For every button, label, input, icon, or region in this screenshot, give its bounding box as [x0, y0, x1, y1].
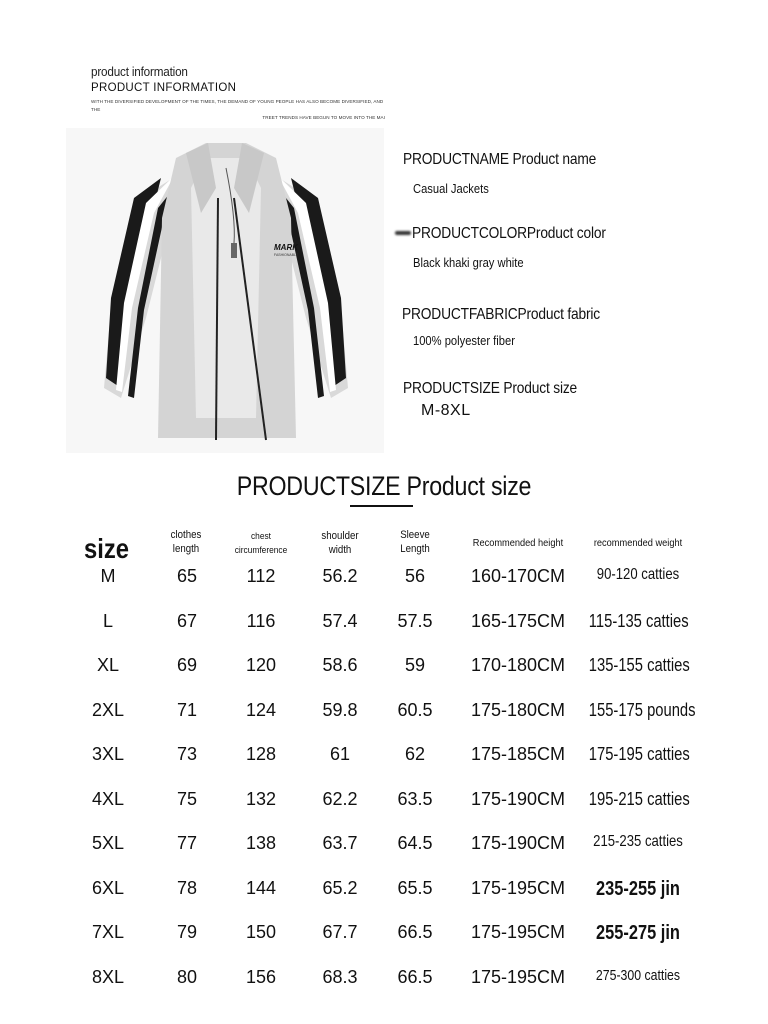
- cell-chest: 138: [245, 833, 277, 853]
- cell-sleeve: 66.5: [397, 922, 433, 942]
- spec-value: Casual Jackets: [413, 181, 489, 196]
- cell-size: 8XL: [91, 966, 125, 987]
- cell-chest: 150: [245, 922, 277, 942]
- header-sleeve-length: Sleeve Length: [400, 529, 430, 555]
- header-description-line2: TREET TRENDS HAVE BEGUN TO MOVE INTO THE MAI: [262, 115, 385, 120]
- product-information-header: [91, 64, 391, 122]
- cell-shoulder: 59.8: [322, 699, 358, 720]
- cell-shoulder: 63.7: [322, 833, 358, 853]
- header-title-big: PRODUCT INFORMATION: [91, 82, 391, 94]
- cell-weight: 175-195 catties: [588, 744, 690, 764]
- cell-shoulder: 67.7: [322, 922, 358, 942]
- cell-clothes-length: 67: [176, 610, 198, 631]
- cell-height: 170-180CM: [470, 655, 566, 675]
- cell-clothes-length: 65: [176, 566, 198, 586]
- spec-title: PRODUCTNAME Product name: [403, 151, 597, 168]
- cell-height: 165-175CM: [470, 610, 566, 631]
- header-shoulder-width: shoulder width: [321, 530, 359, 556]
- cell-size: M: [100, 566, 116, 586]
- cell-height: 175-190CM: [470, 788, 566, 809]
- cell-size: 5XL: [91, 833, 125, 853]
- size-section-title: PRODUCTSIZE Product size: [236, 471, 532, 501]
- cell-weight: 255-275 jin: [596, 922, 680, 944]
- cell-size: XL: [96, 655, 120, 675]
- spec-product-color: [403, 225, 637, 270]
- cell-size: 2XL: [91, 699, 125, 720]
- cell-chest: 144: [245, 877, 277, 898]
- cell-height: 175-195CM: [470, 922, 566, 942]
- cell-weight: 115-135 catties: [588, 610, 689, 631]
- cell-chest: 112: [246, 566, 276, 586]
- header-description: [91, 98, 391, 122]
- table-row: [84, 789, 704, 834]
- spec-value: 100% polyester fiber: [413, 333, 515, 348]
- cell-sleeve: 63.5: [397, 788, 433, 809]
- cell-weight: 215-235 catties: [593, 833, 683, 850]
- cell-shoulder: 56.2: [322, 566, 358, 586]
- cell-clothes-length: 71: [176, 699, 198, 720]
- cell-sleeve: 62: [404, 744, 426, 764]
- cell-height: 160-170CM: [470, 566, 566, 586]
- table-row: [84, 967, 704, 1012]
- cell-weight: 235-255 jin: [596, 877, 680, 900]
- cell-chest: 120: [245, 655, 277, 675]
- cell-chest: 132: [245, 788, 277, 809]
- cell-chest: 116: [246, 610, 276, 631]
- cell-shoulder: 68.3: [322, 966, 358, 987]
- size-table: [84, 526, 704, 1011]
- cell-height: 175-185CM: [470, 744, 566, 764]
- cell-chest: 128: [245, 744, 277, 764]
- cell-clothes-length: 80: [176, 966, 198, 987]
- table-row: [84, 922, 704, 967]
- spec-product-fabric: [403, 306, 632, 348]
- spec-title: PRODUCTFABRICProduct fabric: [402, 306, 600, 323]
- cell-clothes-length: 75: [176, 788, 198, 809]
- cell-weight: 275-300 catties: [595, 966, 681, 984]
- cell-weight: 155-175 pounds: [588, 699, 696, 720]
- cell-clothes-length: 69: [176, 655, 198, 675]
- table-row: [84, 833, 704, 878]
- cell-sleeve: 60.5: [397, 699, 433, 720]
- cell-sleeve: 65.5: [397, 877, 433, 898]
- header-clothes-length: clothes length: [170, 529, 202, 555]
- cell-chest: 156: [245, 966, 277, 987]
- cell-sleeve: 56: [404, 566, 426, 586]
- table-header: [84, 526, 704, 566]
- spec-title: PRODUCTCOLORProduct color: [412, 225, 606, 242]
- table-row: [84, 700, 704, 745]
- header-recommended-height: Recommended height: [472, 537, 564, 549]
- cell-height: 175-180CM: [470, 699, 566, 720]
- cell-sleeve: 64.5: [397, 833, 433, 853]
- cell-clothes-length: 77: [176, 833, 198, 853]
- spec-value: Black khaki gray white: [413, 255, 524, 270]
- svg-text:MARK: MARK: [274, 243, 298, 252]
- cell-clothes-length: 78: [176, 877, 198, 898]
- cell-shoulder: 61: [329, 744, 351, 764]
- header-recommended-weight: recommended weight: [593, 537, 683, 549]
- spec-value: M-8XL: [421, 402, 471, 419]
- cell-shoulder: 62.2: [322, 788, 358, 809]
- header-size: size: [84, 533, 129, 564]
- cell-clothes-length: 73: [176, 744, 198, 764]
- cell-height: 175-195CM: [470, 877, 566, 898]
- product-image: [66, 128, 384, 453]
- cell-sleeve: 66.5: [397, 966, 433, 987]
- header-title-small: product information: [91, 64, 188, 79]
- header-chest-circumference: chest circumference: [234, 531, 288, 556]
- svg-text:FASHIONABLE: FASHIONABLE: [274, 253, 299, 257]
- cell-shoulder: 57.4: [322, 610, 358, 631]
- spec-product-size: [403, 380, 605, 420]
- spec-product-name: [403, 151, 628, 196]
- cell-weight: 90-120 catties: [596, 566, 680, 583]
- cell-size: L: [102, 610, 113, 631]
- header-description-line1: WITH THE DIVERSIFIED DEVELOPMENT OF THE TIMES, THE DEMAND OF YOUNG PEOPLE HAS ALSO BECOME DIVERSIFIED, AND THE: [91, 99, 384, 112]
- cell-sleeve: 57.5: [397, 610, 433, 631]
- cell-chest: 124: [245, 699, 277, 720]
- jacket-illustration: [66, 128, 384, 453]
- table-row: [84, 878, 704, 923]
- spec-title: PRODUCTSIZE Product size: [403, 380, 578, 397]
- cell-weight: 135-155 catties: [588, 655, 690, 675]
- cell-size: 4XL: [91, 788, 125, 809]
- cell-shoulder: 65.2: [322, 877, 358, 898]
- cell-height: 175-190CM: [470, 833, 566, 853]
- table-body: [84, 566, 704, 1011]
- table-row: [84, 744, 704, 789]
- cell-sleeve: 59: [404, 655, 426, 675]
- table-row: [84, 611, 704, 656]
- cell-height: 175-195CM: [470, 966, 566, 987]
- cell-shoulder: 58.6: [322, 655, 358, 675]
- cell-size: 3XL: [91, 744, 125, 764]
- cell-size: 7XL: [91, 922, 125, 942]
- cell-clothes-length: 79: [176, 922, 198, 942]
- table-row: [84, 655, 704, 700]
- cell-size: 6XL: [91, 877, 125, 898]
- smudge-mark: [395, 231, 411, 235]
- cell-weight: 195-215 catties: [588, 788, 690, 809]
- table-row: [84, 566, 704, 611]
- title-underline: [350, 505, 413, 507]
